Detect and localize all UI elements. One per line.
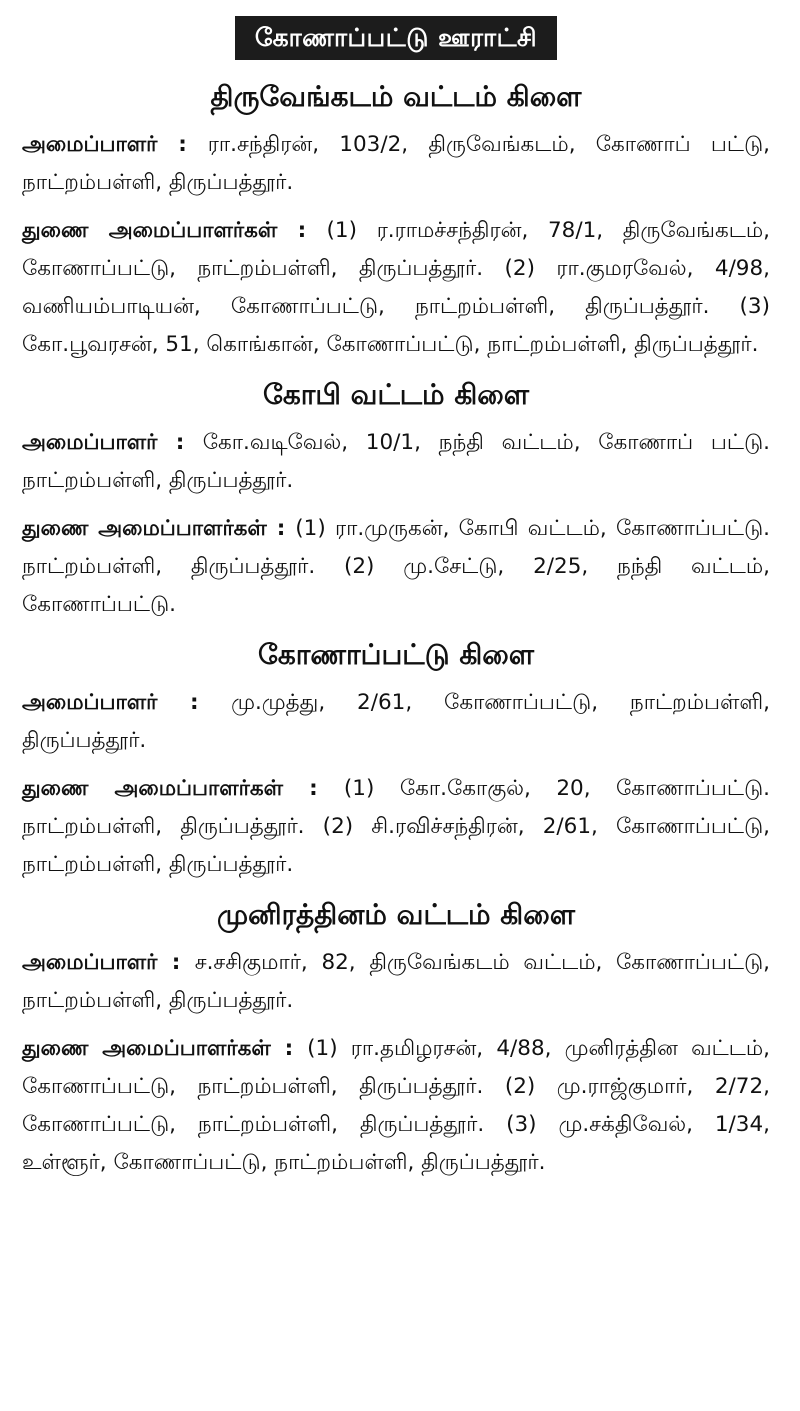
banner-container — [22, 16, 770, 60]
label-colon: : — [157, 950, 195, 975]
organizer-paragraph — [22, 684, 770, 760]
deputies-label: துணை அமைப்பாளர்கள் — [22, 776, 284, 801]
organizer-paragraph — [22, 126, 770, 202]
organizer-label: அமைப்பாளர் — [22, 950, 158, 975]
label-colon: : — [270, 1036, 308, 1061]
deputies-paragraph — [22, 770, 770, 884]
section-konappattu — [22, 634, 770, 884]
section-title: கோபி வட்டம் கிளை — [262, 378, 530, 411]
section-thiruvengadam — [22, 76, 770, 364]
banner-title: கோணாப்பட்டு ஊராட்சி — [235, 16, 557, 60]
label-colon: : — [283, 776, 344, 801]
organizer-text: மு.முத்து, 2/61, கோணாப்பட்டு, நாட்றம்பள்ளி, திருப்பத்தூர். — [22, 690, 770, 753]
deputies-text: (1) கோ.கோகுல், 20, கோணாப்பட்டு. நாட்றம்பள்ளி, திருப்பத்தூர். (2) சி.ரவிச்சந்திரன், 2/61, கோணாப்பட்டு, நாட்றம்பள்ளி, திருப்பத்தூர். — [22, 776, 770, 877]
deputies-paragraph — [22, 1030, 770, 1182]
label-colon: : — [266, 516, 296, 541]
deputies-paragraph — [22, 510, 770, 624]
deputies-text: (1) ரா.முருகன், கோபி வட்டம், கோணாப்பட்டு. நாட்றம்பள்ளி, திருப்பத்தூர். (2) மு.சேட்டு, 2/25, நந்தி வட்டம், கோணாப்பட்டு. — [22, 516, 770, 617]
deputies-label: துணை அமைப்பாளர்கள் — [22, 1036, 271, 1061]
label-colon: : — [277, 218, 327, 243]
section-title: முனிரத்தினம் வட்டம் கிளை — [216, 898, 575, 931]
section-title: திருவேங்கடம் வட்டம் கிளை — [210, 80, 582, 113]
organizer-text: ச.சசிகுமார், 82, திருவேங்கடம் வட்டம், கோணாப்பட்டு, நாட்றம்பள்ளி, திருப்பத்தூர். — [22, 950, 770, 1013]
deputies-paragraph — [22, 212, 770, 364]
deputies-label: துணை அமைப்பாளர்கள் — [22, 516, 267, 541]
label-colon: : — [157, 132, 208, 157]
organizer-paragraph — [22, 944, 770, 1020]
section-gopi — [22, 374, 770, 624]
organizer-label: அமைப்பாளர் — [22, 430, 158, 455]
label-colon: : — [157, 430, 203, 455]
deputies-label: துணை அமைப்பாளர்கள் — [22, 218, 278, 243]
organizer-label: அமைப்பாளர் — [22, 690, 158, 715]
organizer-text: ரா.சந்திரன், 103/2, திருவேங்கடம், கோணாப் பட்டு, நாட்றம்பள்ளி, திருப்பத்தூர். — [22, 132, 770, 195]
deputies-text: (1) ர.ராமச்சந்திரன், 78/1, திருவேங்கடம், கோணாப்பட்டு, நாட்றம்பள்ளி, திருப்பத்தூர். (2) ரா.குமரவேல், 4/98, வணியம்பாடியன், கோணாப்பட்டு, நாட்றம்பள்ளி, திருப்பத்தூர். (3) கோ.பூவரசன், 51, கொங்கான், கோணாப்பட்டு, நாட்றம்பள்ளி, திருப்பத்தூர். — [22, 218, 770, 357]
organizer-label: அமைப்பாளர் — [22, 132, 158, 157]
deputies-text: (1) ரா.தமிழரசன், 4/88, முனிரத்தின வட்டம், கோணாப்பட்டு, நாட்றம்பள்ளி, திருப்பத்தூர். (2) மு.ராஜ்குமார், 2/72, கோணாப்பட்டு, நாட்றம்பள்ளி, திருப்பத்தூர். (3) மு.சக்திவேல், 1/34, உள்ளூர், கோணாப்பட்டு, நாட்றம்பள்ளி, திருப்பத்தூர். — [22, 1036, 771, 1175]
organizer-text: கோ.வடிவேல், 10/1, நந்தி வட்டம், கோணாப் பட்டு. நாட்றம்பள்ளி, திருப்பத்தூர். — [22, 430, 770, 493]
label-colon: : — [157, 690, 232, 715]
section-muniraththinam — [22, 894, 770, 1182]
organizer-paragraph — [22, 424, 770, 500]
section-title: கோணாப்பட்டு கிளை — [257, 638, 535, 671]
